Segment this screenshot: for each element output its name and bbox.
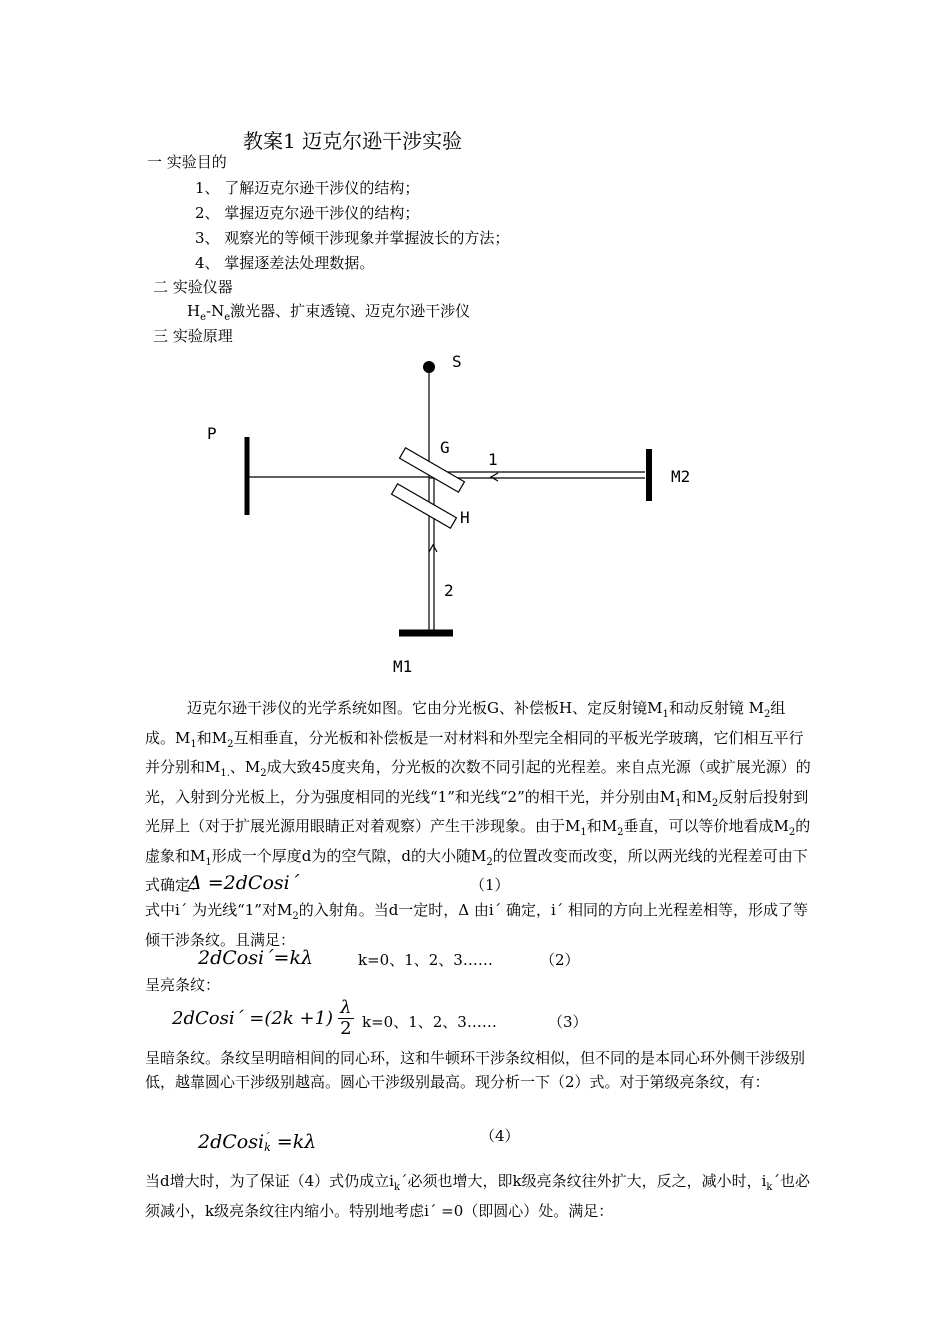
equation-3: 2dCosi´ =(2k +1) $\frac{\lambda}{2}$ — [172, 997, 352, 1039]
label-h: H — [460, 508, 470, 527]
label-ray-1: 1 — [488, 450, 498, 469]
beam-splitter-g — [400, 448, 465, 492]
paragraph-description: 迈克尔逊干涉仪的光学系统如图。它由分光板G、补偿板H、定反射镜$M_1$和动反射镜 $M_2$组成。$M_1$和$M_2$互相垂直，分光板和补偿板是一对材料和外型完全相同的平板光学玻璃，它们相互平行并分别和$M_{1.}$、$M_2$成大致45度夹角，分光板的次数不同引起的光程差。来自点光源（或扩展光源）的光，入射到分光板上，分为强度相同的光线“1”和光线“2”的相干光，并分别由$M_1$和$M_2$反射后投射到光屏上（对于扩展光源用眼睛正对着观察）产生干涉现象。由于$M_1$和$M_2$垂直，可以等价地看成$M_2$的虚象和$M_1$形成一个厚度d为的空气隙，d的大小随$M_2$的位置改变而改变，所以两光线的光程差可由下式确定： — [145, 699, 811, 894]
equation-2: 2dCosi´=kλ — [198, 947, 314, 969]
arrow-left-icon — [491, 473, 498, 481]
purpose-item: 1、 了解迈克尔逊干涉仪的结构； — [195, 179, 420, 197]
equation-4-number: （4） — [480, 1127, 520, 1145]
label-g: G — [440, 438, 450, 457]
equation-3-condition: k=0、1、2、3…… — [362, 1013, 497, 1031]
section-heading-principle: 三 实验原理 — [153, 327, 233, 345]
label-m1: M1 — [393, 657, 413, 676]
paragraph-incidence: 式中i´ 为光线“1”对$M_2$的入射角。当d一定时，Δ 由i´ 确定，i´ 相同的方向上光程差相等，形成了等倾干涉条纹。且满足： — [145, 901, 809, 949]
label-s: S — [452, 352, 462, 371]
purpose-item: 4、 掌握逐差法处理数据。 — [195, 254, 375, 272]
equation-4: 2dCosi ´ k =kλ — [198, 1131, 317, 1154]
purpose-item: 2、 掌握迈克尔逊干涉仪的结构； — [195, 204, 420, 222]
equation-3-number: （3） — [548, 1013, 588, 1031]
section-heading-equipment: 二 实验仪器 — [153, 278, 233, 296]
label-p: P — [207, 424, 217, 443]
equation-2-condition: k=0、1、2、3…… — [358, 951, 493, 969]
paragraph-analysis: 当d增大时，为了保证（4）式仍成立$i_k´$必须也增大，即k级亮条纹往外扩大，反之，减小时，$i_k´$也必须减小，k级亮条纹往内缩小。特别地考虑i´ =0（即圆心）处。满足： — [145, 1172, 810, 1220]
purpose-item: 3、 观察光的等倾干涉现象并掌握波长的方法； — [195, 229, 510, 247]
label-m2: M2 — [671, 467, 691, 486]
label-ray-2: 2 — [444, 581, 454, 600]
equipment-list: $H_e-N_e$激光器、扩束透镜、迈克尔逊干涉仪 — [187, 302, 471, 323]
michelson-diagram — [0, 340, 950, 685]
equation-1-number: （1） — [470, 876, 510, 894]
paragraph-dark-fringe: 呈暗条纹。条纹呈明暗相间的同心环，这和牛顿环干涉条纹相似，但不同的是本同心环外侧干涉级别低，越靠圆心干涉级别越高。圆心干涉级别最高。现分析一下（2）式。对于第级亮条纹，有： — [145, 1049, 806, 1091]
page-title: 教案1 迈克尔逊干涉实验 — [243, 129, 463, 153]
equation-1: Δ =2dCosi´ — [188, 872, 300, 894]
bright-fringe-label: 呈亮条纹： — [145, 976, 221, 994]
arrow-up-icon — [429, 545, 437, 552]
equation-2-number: （2） — [540, 951, 580, 969]
equation-3-fraction: $\frac{\lambda}{2}$ — [340, 997, 352, 1039]
compensator-h — [392, 484, 457, 528]
section-heading-purpose: 一 实验目的 — [147, 153, 227, 171]
